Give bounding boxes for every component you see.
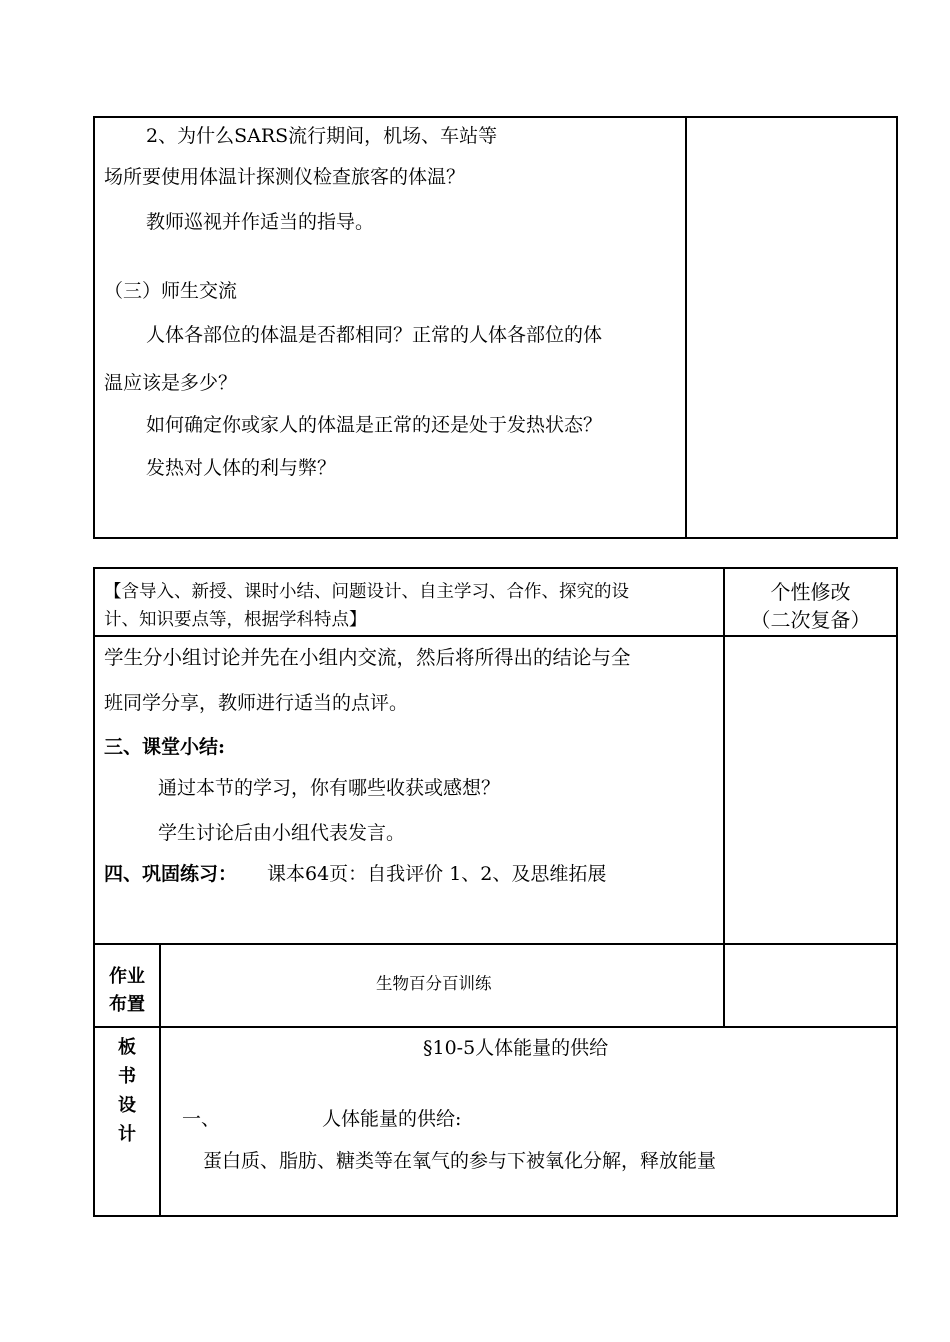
- board-label-char-3: 设: [118, 1095, 136, 1116]
- header-right-line2: （二次复备）: [750, 608, 871, 632]
- board-label-char-1: 板: [118, 1037, 136, 1058]
- summary-heading: 三、课堂小结:: [104, 736, 226, 758]
- exchange-question-3: 发热对人体的利与弊？: [146, 457, 337, 479]
- homework-label-line2: 布置: [109, 994, 145, 1015]
- exchange-question-2: 如何确定你或家人的体温是正常的还是处于发热状态？: [146, 414, 603, 436]
- header-left-line1: 【含导入、新授、课时小结、问题设计、自主学习、合作、探究的设: [104, 582, 629, 602]
- summary-question: 通过本节的学习，你有哪些收获或感想？: [158, 777, 501, 799]
- row-divider-board: [93, 1026, 898, 1028]
- board-title: §10-5人体能量的供给: [423, 1037, 609, 1059]
- table-upper-divider: [685, 116, 687, 539]
- teacher-guidance: 教师巡视并作适当的指导。: [146, 211, 375, 233]
- practice-heading: 四、巩固练习：: [104, 863, 238, 885]
- board-detail: 蛋白质、脂肪、糖类等在氧气的参与下被氧化分解，释放能量: [203, 1150, 717, 1172]
- header-right-line1: 个性修改: [770, 580, 851, 604]
- row-divider-homework: [93, 943, 898, 945]
- col-divider-label: [159, 943, 161, 1217]
- board-point-text: 人体能量的供给:: [322, 1108, 462, 1130]
- homework-label-line1: 作业: [109, 966, 145, 987]
- discussion-text: 学生分小组讨论并先在小组内交流，然后将所得出的结论与全: [104, 646, 631, 669]
- section-heading-exchange: （三）师生交流: [104, 280, 238, 302]
- row-divider-header: [93, 635, 898, 637]
- header-left-line2: 计、知识要点等，根据学科特点】: [104, 610, 367, 630]
- col-divider-right: [723, 567, 725, 1028]
- discussion-text-cont: 班同学分享，教师进行适当的点评。: [104, 692, 409, 714]
- exchange-question-1-cont: 温应该是多少？: [104, 372, 238, 394]
- board-label-char-2: 书: [118, 1066, 136, 1087]
- exchange-question-1: 人体各部位的体温是否都相同？正常的人体各部位的体: [146, 324, 603, 346]
- summary-action: 学生讨论后由小组代表发言。: [158, 822, 406, 844]
- homework-content: 生物百分百训练: [376, 974, 492, 993]
- question-2: 2、为什么SARS流行期间，机场、车站等: [146, 125, 498, 147]
- board-point-number: 一、: [182, 1108, 221, 1130]
- practice-text: 课本64页：自我评价 1、2、及思维拓展: [267, 863, 607, 885]
- board-label-char-4: 计: [118, 1124, 136, 1145]
- question-2-cont: 场所要使用体温计探测仪检查旅客的体温？: [104, 166, 466, 188]
